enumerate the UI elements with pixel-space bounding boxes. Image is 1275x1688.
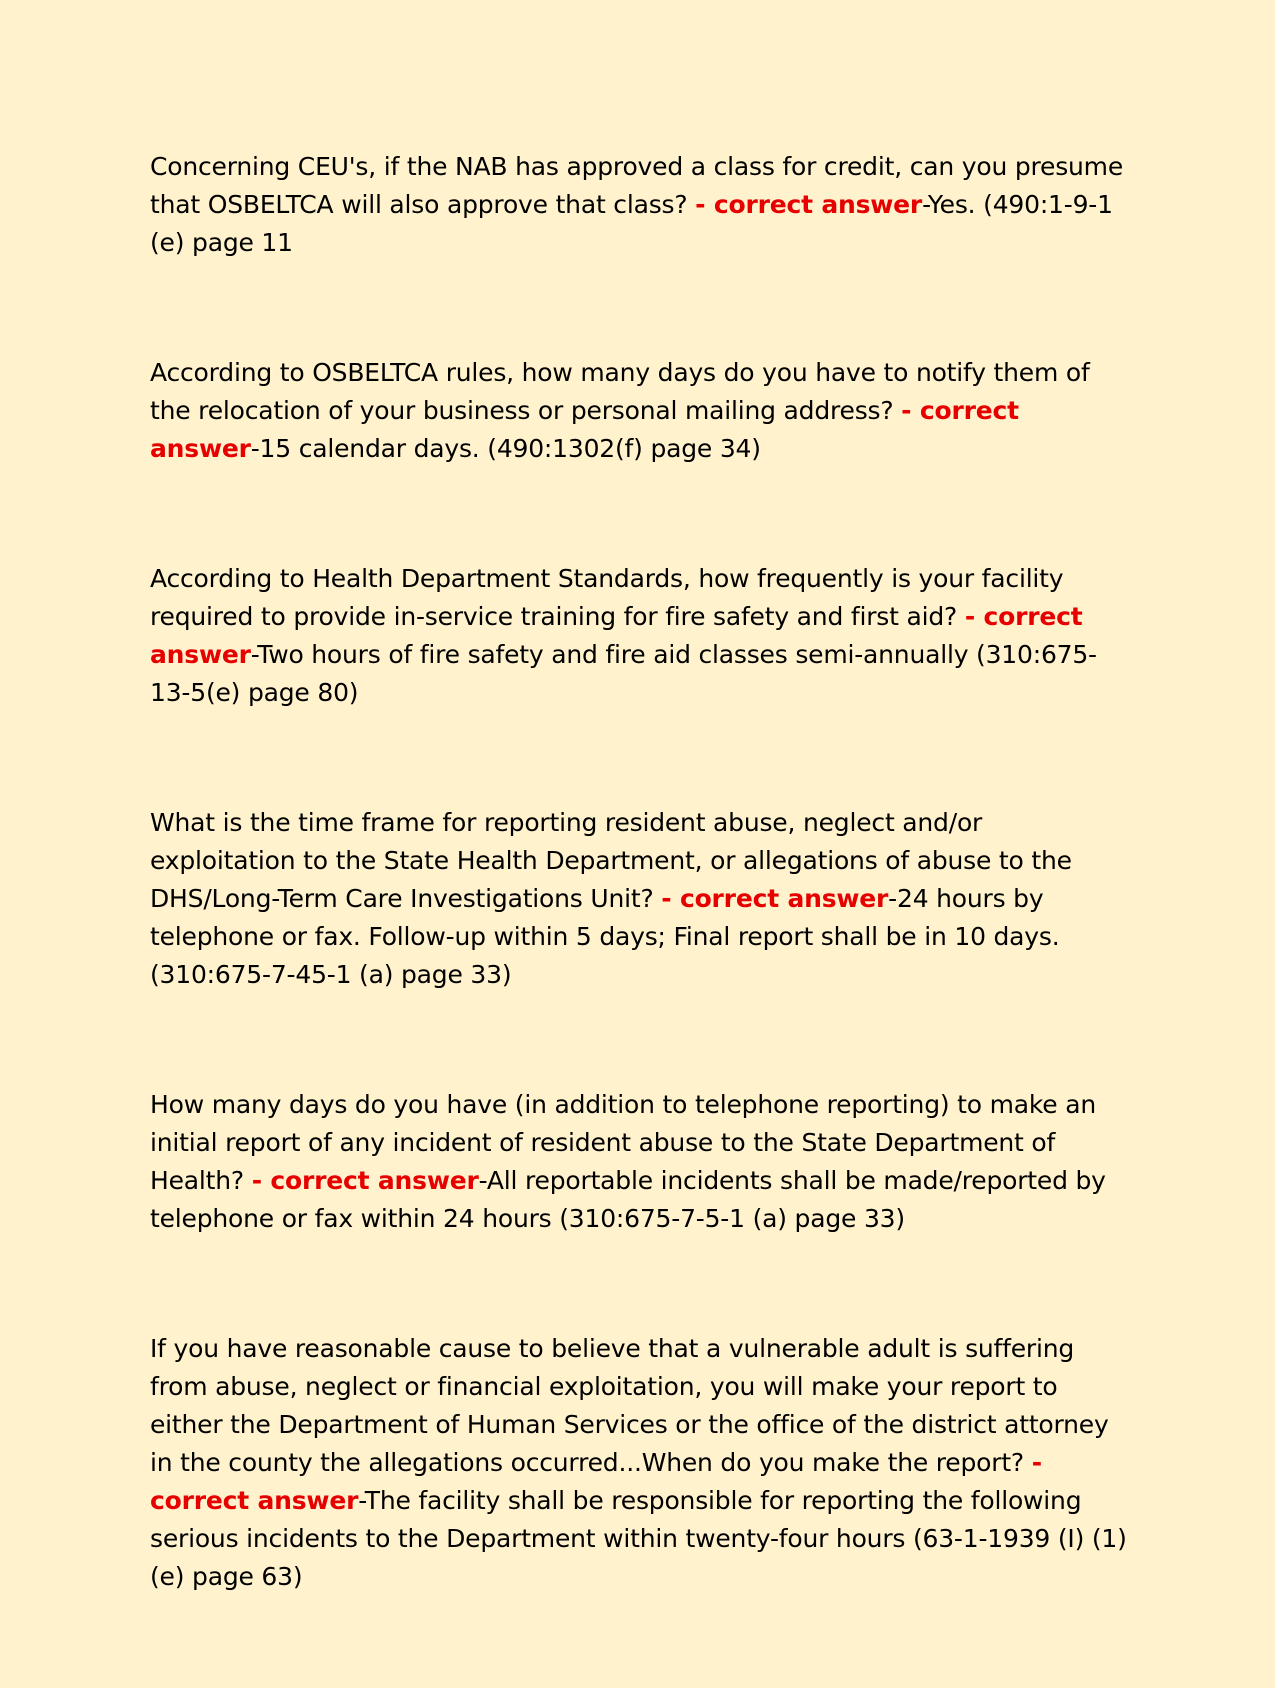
question-text: How many days do you have (in addition to telephone reporting) to make an initial report of any incident of resident abuse to the State Department of Health?: [150, 1090, 1096, 1195]
question-text: If you have reasonable cause to believe that a vulnerable adult is suffering from abuse, neglect or financial exploitation, you will make your report to either the Department of Human Services or the office of the district attorney in the county the allegations occurred...When do you make the report?: [150, 1334, 1109, 1477]
qa-item-1: [150, 148, 1130, 262]
correct-answer-marker: - correct answer: [150, 396, 1019, 463]
answer-text: -24 hours by telephone or fax. Follow-up within 5 days; Final report shall be in 10 days. (310:675-7-45-1 (a) page 33): [150, 884, 1060, 989]
answer-text: -Two hours of fire safety and fire aid classes semi-annually (310:675-13-5(e) page 80): [150, 640, 1097, 707]
correct-answer-marker: - correct answer: [150, 1448, 1042, 1515]
question-text: According to OSBELTCA rules, how many days do you have to notify them of the relocation of your business or personal mailing address?: [150, 358, 1090, 425]
document-page: [150, 148, 1130, 1688]
question-text: What is the time frame for reporting resident abuse, neglect and/or exploitation to the State Health Department, or allegations of abuse to the DHS/Long-Term Care Investigations Unit?: [150, 808, 1072, 913]
answer-text: -The facility shall be responsible for reporting the following serious incidents to the Department within twenty-four hours (63-1-1939 (I) (1) (e) page 63): [150, 1486, 1127, 1591]
qa-item-5: [150, 1086, 1130, 1238]
qa-item-4: [150, 804, 1130, 994]
answer-text: -Yes. (490:1-9-1 (e) page 11: [150, 190, 1113, 257]
correct-answer-marker: - correct answer: [661, 884, 889, 913]
answer-text: -All reportable incidents shall be made/reported by telephone or fax within 24 hours (310:675-7-5-1 (a) page 33): [150, 1166, 1106, 1233]
qa-item-3: [150, 560, 1130, 712]
question-text: According to Health Department Standards, how frequently is your facility required to provide in-service training for fire safety and first aid?: [150, 564, 1064, 631]
question-text: Concerning CEU's, if the NAB has approved a class for credit, can you presume that OSBELTCA will also approve that class?: [150, 152, 1124, 219]
answer-text: -15 calendar days. (490:1302(f) page 34): [250, 434, 761, 463]
correct-answer-marker: - correct answer: [251, 1166, 479, 1195]
correct-answer-marker: - correct answer: [150, 602, 1083, 669]
qa-item-6: [150, 1330, 1130, 1596]
correct-answer-marker: - correct answer: [695, 190, 923, 219]
qa-item-2: [150, 354, 1130, 468]
